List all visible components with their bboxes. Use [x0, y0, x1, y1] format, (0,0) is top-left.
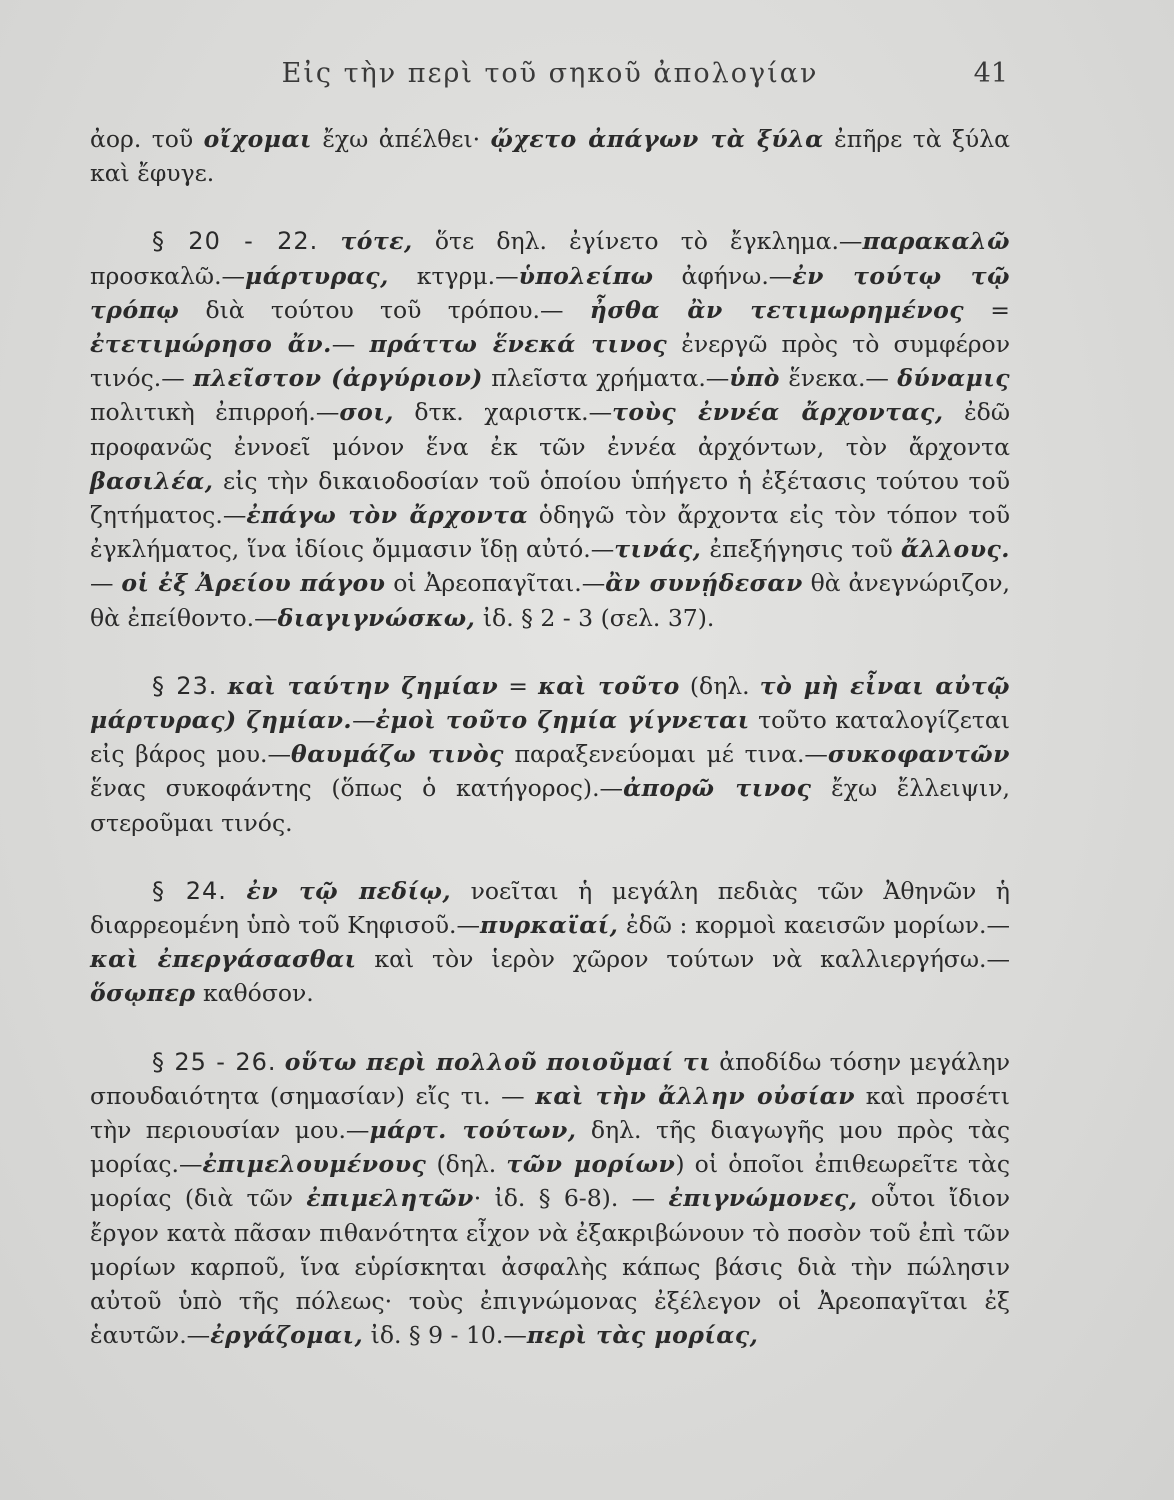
- lemma-term: ὅσῳπερ: [90, 979, 196, 1008]
- paragraph-s20: [90, 224, 1010, 634]
- lemma-term: τοὺς ἐννέα ἄρχοντας,: [612, 398, 944, 427]
- gloss-text: (δηλ.: [426, 1150, 507, 1179]
- gloss-text: ἐπεξήγησις τοῦ: [701, 535, 901, 564]
- gloss-text: [217, 672, 227, 700]
- lemma-term: οἱ ἐξ Ἀρείου πάγου: [121, 569, 386, 598]
- running-title: Εἰς τὴν περὶ τοῦ σηκοῦ ἀπολογίαν: [281, 58, 819, 89]
- lemma-term: ὑπολείπω: [518, 261, 654, 290]
- gloss-text: —: [90, 569, 122, 598]
- page-number: 41: [973, 58, 1008, 89]
- lemma-term: τῶν μορίων: [506, 1150, 676, 1179]
- gloss-text: ὁδηγῶ τὸν ἄρχοντα εἰς τὸν τόπον τοῦ ἐγκλήματος, ἵνα ἰδίοις ὄμμασιν ἴδῃ αὐτό.—: [90, 501, 1010, 564]
- paragraph-s23: [90, 669, 1010, 840]
- lemma-term: ἐπάγω τὸν ἄρχοντα: [246, 501, 529, 530]
- gloss-text: ἕνας συκοφάντης (ὅπως ὁ κατήγορος).—: [90, 774, 624, 803]
- lemma-term: καὶ ταύτην ζημίαν: [227, 671, 499, 700]
- gloss-text: ἰδ. § 9 - 10.—: [363, 1321, 527, 1350]
- paragraph-gap: [90, 190, 1010, 224]
- gloss-text: καθόσον.: [195, 979, 314, 1008]
- gloss-text: ἰδ. § 2 - 3 (σελ. 37).: [475, 603, 715, 632]
- gloss-text: ὅτε δηλ. ἐγίνετο τὸ ἔγκλημα.—: [412, 227, 863, 256]
- lemma-term: ἐπιμελητῶν: [306, 1184, 474, 1213]
- gloss-text: οἱ Ἀρεοπαγῖται.—: [385, 569, 606, 598]
- gloss-text: ἔχω ἔλλειψιν, στεροῦμαι τινός.: [90, 774, 1010, 837]
- lemma-term: τότε,: [340, 227, 413, 256]
- gloss-text: θὰ ἀνεγνώριζον, θὰ ἐπείθοντο.—: [90, 569, 1010, 632]
- gloss-text: καὶ τὸν ἱερὸν χῶρον τούτων νὰ καλλιεργήσω.—: [356, 945, 1010, 974]
- lemma-term: οὕτω περὶ πολλοῦ ποιοῦμαί τι: [284, 1047, 712, 1076]
- gloss-text: προσκαλῶ.—: [90, 261, 246, 290]
- lemma-term: ἐν τῷ πεδίῳ,: [246, 876, 452, 905]
- gloss-text: κτγρμ.—: [388, 261, 519, 290]
- lemma-term: πράττω ἕνεκά τινος: [369, 330, 668, 359]
- paragraph-s24: [90, 874, 1010, 1011]
- lemma-term: ᾤχετο ἀπάγων τὰ ξύλα: [490, 125, 824, 153]
- lemma-term: παρακαλῶ: [862, 227, 1010, 256]
- section-number: § 25 - 26.: [152, 1047, 277, 1076]
- lemma-term: ἄλλους.: [900, 535, 1010, 564]
- gloss-text: οὗτοι ἴδιον ἔργον κατὰ πᾶσαν πιθανότητα εἶχον νὰ ἐξακριβώνουν τὸ ποσὸν τοῦ ἐπὶ τῶν μορίων καρποῦ, ἵνα εὑρίσκηται ἀσφαλὴς κάπως βάσις διὰ τὴν πώλησιν αὐτοῦ ὑπὸ τῆς πόλεως· τοὺς ἐπιγνώμονας ἐξέλεγον οἱ Ἀρεοπαγῖται ἐξ ἑαυτῶν.—: [90, 1184, 1011, 1350]
- gloss-text: ἐδῶ : κορμοὶ καεισῶν μορίων.—: [618, 911, 1010, 940]
- page-body: [90, 122, 1010, 1353]
- lemma-term: βασιλέα,: [90, 466, 214, 495]
- lemma-term: θαυμάζω τινὸς: [291, 740, 504, 769]
- lemma-term: δύναμις: [897, 364, 1010, 393]
- gloss-text: νοεῖται ἡ μεγάλη πεδιὰς τῶν Ἀθηνῶν ἡ διαρρεομένη ὑπὸ τοῦ Κηφισοῦ.—: [90, 876, 1011, 940]
- gloss-text: καὶ προσέτι τὴν περιουσίαν μου.—: [90, 1081, 1010, 1145]
- page-header: [90, 58, 1010, 98]
- gloss-text: δτκ. χαριστκ.—: [393, 398, 613, 427]
- gloss-text: ἀφήνω.—: [653, 261, 793, 290]
- lemma-term: ἐν τούτῳ τῷ τρόπῳ: [90, 261, 1010, 324]
- gloss-text: παραξενεύομαι μέ τινα.—: [503, 740, 828, 769]
- lemma-term: μάρτυρας,: [245, 261, 389, 290]
- lemma-term: οἴχομαι: [203, 125, 312, 153]
- section-number: § 20 - 22.: [152, 227, 319, 256]
- lemma-term: ἐπιμελουμένους: [202, 1150, 427, 1179]
- gloss-text: διὰ τούτου τοῦ τρόπου.—: [179, 295, 590, 324]
- lemma-term: ἀπορῶ τινος: [623, 774, 812, 803]
- lemma-term: τὸ μὴ εἶναι αὐτῷ μάρτυρας) ζημίαν.: [90, 671, 1011, 735]
- gloss-text: πολιτικὴ ἐπιρροή.—: [90, 398, 340, 427]
- gloss-text: ἐδῶ προφανῶς ἐννοεῖ μόνον ἕνα ἐκ τῶν ἐννέα ἀρχόντων, τὸν ἄρχοντα: [90, 398, 1010, 461]
- lemma-term: καὶ ἐπεργάσασθαι: [90, 945, 357, 974]
- paragraph-s25: [90, 1045, 1010, 1353]
- gloss-text: (δηλ.: [679, 671, 760, 700]
- gloss-text: ἀορ. τοῦ: [90, 125, 204, 153]
- lemma-term: περὶ τὰς μορίας,: [526, 1321, 759, 1350]
- lemma-term: πλεῖστον (ἀργύριον): [193, 364, 483, 393]
- gloss-text: ἐνεργῶ πρὸς τὸ συμφέρον τινός.—: [90, 330, 1010, 393]
- lemma-term: καὶ τοῦτο: [538, 671, 680, 700]
- lemma-term: ἐπιγνώμονες,: [668, 1184, 858, 1213]
- gloss-text: =: [498, 671, 539, 700]
- lemma-term: καὶ τὴν ἄλλην οὐσίαν: [535, 1081, 856, 1110]
- gloss-text: ἀποδίδω τόσην μεγάλην σπουδαιότητα (σημασίαν) εἴς τι. —: [90, 1047, 1010, 1110]
- lemma-term: ἐργάζομαι,: [210, 1321, 364, 1350]
- lemma-term: ἦσθα ἂν τετιμωρημένος: [589, 295, 965, 324]
- gloss-text: δηλ. τῆς διαγωγῆς μου πρὸς τὰς μορίας.—: [90, 1116, 1010, 1179]
- gloss-text: [277, 1048, 285, 1076]
- gloss-text: · ἰδ. § 6-8). —: [473, 1184, 669, 1213]
- gloss-text: =: [964, 295, 1010, 324]
- lemma-term: διαγιγνώσκω,: [277, 603, 476, 632]
- gloss-text: πλεῖστα χρήματα.—: [482, 364, 730, 393]
- gloss-text: [318, 227, 340, 255]
- gloss-text: εἰς τὴν δικαιοδοσίαν τοῦ ὁποίου ὑπήγετο ἡ ἐξέτασις τούτου τοῦ ζητήματος.—: [90, 466, 1010, 530]
- gloss-text: —: [352, 706, 376, 735]
- lemma-term: ὑπὸ: [729, 364, 780, 393]
- lemma-term: συκοφαντῶν: [827, 740, 1010, 769]
- gloss-text: ἕνεκα.—: [779, 364, 898, 393]
- lemma-term: τινάς,: [614, 535, 702, 564]
- section-number: § 24.: [152, 876, 227, 905]
- paragraph-gap: [90, 635, 1010, 669]
- lemma-term: πυρκαϊαί,: [480, 911, 619, 940]
- gloss-text: ἐπῆρε τὰ ξύλα καὶ ἔφυγε.: [90, 125, 1010, 188]
- gloss-text: τοῦτο καταλογίζεται εἰς βάρος μου.—: [90, 706, 1010, 769]
- section-number: § 23.: [152, 671, 218, 700]
- paragraph-gap: [90, 840, 1010, 874]
- lemma-term: ἐμοὶ τοῦτο ζημία γίγνεται: [375, 706, 750, 735]
- lemma-term: ἂν συνῄδεσαν: [605, 569, 803, 598]
- paragraph-gap: [90, 1011, 1010, 1045]
- gloss-text: [227, 877, 247, 905]
- lemma-term: μάρτ. τούτων,: [369, 1116, 577, 1145]
- gloss-text: ) οἱ ὁποῖοι ἐπιθεωρεῖτε τὰς μορίας (διὰ τῶν: [90, 1150, 1010, 1213]
- gloss-text: ἔχω ἀπέλθει·: [311, 125, 491, 153]
- gloss-text: —: [331, 330, 370, 359]
- lemma-term: ἐτετιμώρησο ἄν.: [90, 330, 332, 359]
- lemma-term: σοι,: [339, 398, 394, 427]
- paragraph-cont: [90, 122, 1010, 190]
